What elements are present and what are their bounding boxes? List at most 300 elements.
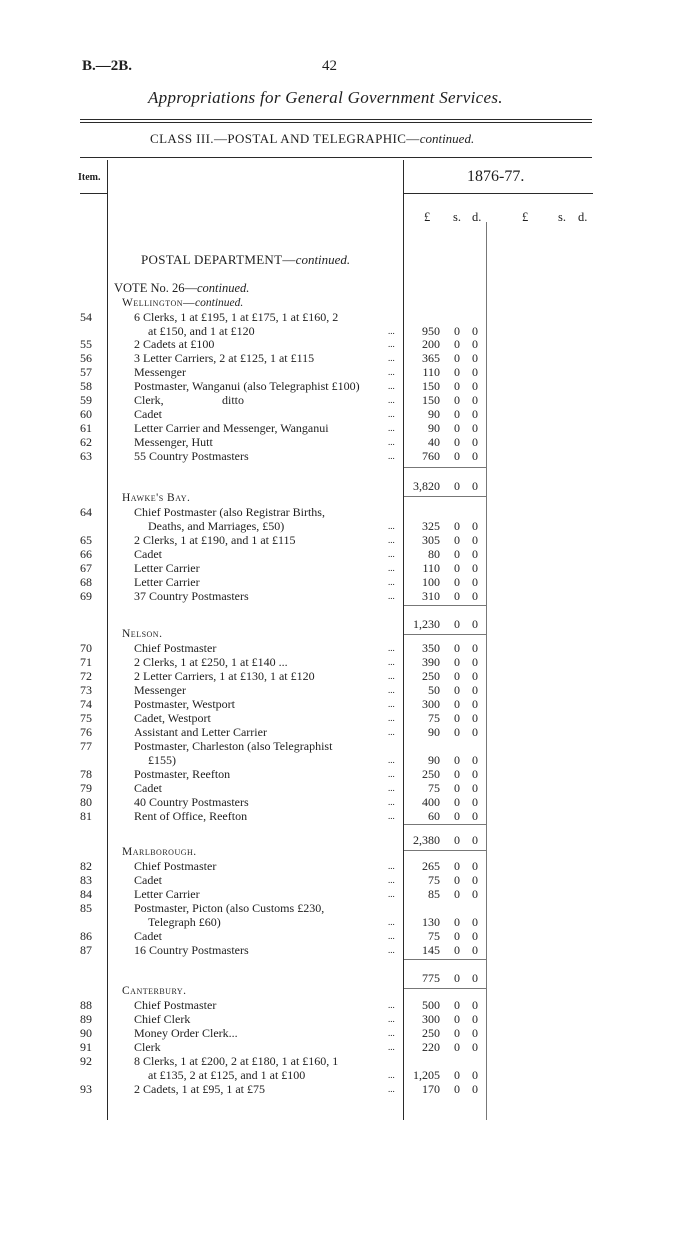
amount-pence: 0 — [472, 407, 478, 421]
item-description: Letter Carrier — [134, 575, 200, 589]
header-rule-top-2 — [80, 122, 592, 123]
amount-pounds: 90 — [428, 421, 440, 435]
subtotal-shillings: 0 — [454, 479, 460, 493]
table-row — [0, 352, 700, 365]
leader-dots: ... — [388, 643, 395, 653]
item-number: 57 — [80, 365, 92, 379]
item-number: 60 — [80, 407, 92, 421]
item-description: Chief Postmaster — [134, 998, 217, 1012]
year-column-header: 1876-77. — [467, 168, 525, 185]
table-row — [0, 590, 700, 603]
amount-pounds: 760 — [422, 449, 440, 463]
amount-shillings: 0 — [454, 1082, 460, 1096]
subtotal-shillings: 0 — [454, 833, 460, 847]
leader-dots: ... — [388, 1084, 395, 1094]
amount-shillings: 0 — [454, 887, 460, 901]
item-description: 2 Clerks, 1 at £250, 1 at £140 ... — [134, 655, 288, 669]
leader-dots: ... — [388, 783, 395, 793]
subtotal-rule — [404, 605, 486, 606]
leader-dots: ... — [388, 1070, 395, 1080]
amount-pounds: 75 — [428, 711, 440, 725]
subtotal-row — [0, 834, 700, 847]
item-number: 56 — [80, 351, 92, 365]
item-number: 65 — [80, 533, 92, 547]
leader-dots: ... — [388, 797, 395, 807]
table-row — [0, 944, 700, 957]
amount-pence: 0 — [472, 351, 478, 365]
subtotal-pounds: 775 — [422, 971, 440, 985]
amount-pence: 0 — [472, 1082, 478, 1096]
table-row — [0, 380, 700, 393]
amount-shillings: 0 — [454, 873, 460, 887]
item-description-cont: £155) — [148, 753, 176, 767]
district-label-nelson: Nelson. — [122, 628, 163, 640]
leader-dots: ... — [388, 451, 395, 461]
leader-dots: ... — [388, 917, 395, 927]
item-number: 66 — [80, 547, 92, 561]
leader-dots: ... — [388, 577, 395, 587]
subtotal-rule — [404, 959, 486, 960]
amount-pence: 0 — [472, 393, 478, 407]
item-description: Messenger — [134, 683, 186, 697]
item-description: 2 Clerks, 1 at £190, and 1 at £115 — [134, 533, 296, 547]
item-number: 68 — [80, 575, 92, 589]
table-row — [0, 534, 700, 547]
district-label-canterbury: Canterbury. — [122, 985, 187, 997]
table-row — [0, 796, 700, 809]
item-description: Clerk, — [134, 393, 164, 407]
item-description: Cadet, Westport — [134, 711, 211, 725]
item-description: 3 Letter Carriers, 2 at £125, 1 at £115 — [134, 351, 315, 365]
table-row — [0, 860, 700, 873]
table-row — [0, 1054, 700, 1082]
amount-shillings: 0 — [454, 449, 460, 463]
amount-shillings: 0 — [454, 641, 460, 655]
amount-pence: 0 — [472, 669, 478, 683]
amount-pence: 0 — [472, 589, 478, 603]
amount-shillings: 0 — [454, 547, 460, 561]
amount-pounds: 390 — [422, 655, 440, 669]
amount-pence: 0 — [472, 655, 478, 669]
amount-pence: 0 — [472, 1040, 478, 1054]
district-label-hawkes-bay: Hawke's Bay. — [122, 492, 191, 504]
subtotal-pounds: 1,230 — [413, 617, 440, 631]
item-description: Postmaster, Charleston (also Telegraphist — [134, 739, 333, 753]
item-number: 87 — [80, 943, 92, 957]
subtotal-shillings: 0 — [454, 971, 460, 985]
table-row — [0, 712, 700, 725]
item-number: 89 — [80, 1012, 92, 1026]
amount-pounds: 250 — [422, 669, 440, 683]
table-row — [0, 726, 700, 739]
amount-shillings: 0 — [454, 589, 460, 603]
subtotal-row — [0, 972, 700, 985]
item-description-cont: at £135, 2 at £125, and 1 at £100 — [148, 1068, 306, 1082]
amount-pounds: 300 — [422, 697, 440, 711]
amount-pence: 0 — [472, 1026, 478, 1040]
item-description: Postmaster, Reefton — [134, 767, 231, 781]
leader-dots: ... — [388, 811, 395, 821]
item-number: 54 — [80, 310, 92, 324]
amount-pence: 0 — [472, 1012, 478, 1026]
item-number: 77 — [80, 739, 92, 753]
amount-pence: 0 — [472, 887, 478, 901]
department-title: POSTAL DEPARTMENT—continued. — [141, 252, 351, 267]
amount-pounds: 220 — [422, 1040, 440, 1054]
leader-dots: ... — [388, 875, 395, 885]
amount-shillings: 0 — [454, 697, 460, 711]
year-underline — [403, 193, 593, 194]
amount-shillings: 0 — [454, 809, 460, 823]
item-description: 16 Country Postmasters — [134, 943, 249, 957]
subtotal-rule — [404, 824, 486, 825]
item-number: 75 — [80, 711, 92, 725]
amount-pounds: 60 — [428, 809, 440, 823]
amount-pence: 0 — [472, 711, 478, 725]
amount-pounds: 90 — [428, 407, 440, 421]
leader-dots: ... — [388, 769, 395, 779]
table-row — [0, 548, 700, 561]
amount-pounds: 250 — [422, 1026, 440, 1040]
item-number: 73 — [80, 683, 92, 697]
table-row — [0, 768, 700, 781]
class-title: CLASS III.—POSTAL AND TELEGRAPHIC—continued. — [150, 131, 475, 146]
amount-shillings: 0 — [454, 324, 460, 338]
table-row — [0, 408, 700, 421]
item-description: Postmaster, Wanganui (also Telegraphist £100) — [134, 379, 360, 393]
leader-dots: ... — [388, 685, 395, 695]
subtotal-pounds: 2,380 — [413, 833, 440, 847]
leader-dots: ... — [388, 699, 395, 709]
table-row — [0, 422, 700, 435]
pence-header-2: d. — [578, 210, 588, 224]
table-row — [0, 901, 700, 929]
leader-dots: ... — [388, 535, 395, 545]
amount-shillings: 0 — [454, 393, 460, 407]
item-description: 55 Country Postmasters — [134, 449, 249, 463]
amount-pounds: 90 — [428, 725, 440, 739]
item-description-cont: Deaths, and Marriages, £50) — [148, 519, 285, 533]
amount-shillings: 0 — [454, 1068, 460, 1082]
amount-pounds: 90 — [428, 753, 440, 767]
item-number: 90 — [80, 1026, 92, 1040]
item-number: 67 — [80, 561, 92, 575]
district-label-marlborough: Marlborough. — [122, 846, 197, 858]
table-row — [0, 642, 700, 655]
amount-pence: 0 — [472, 379, 478, 393]
amount-shillings: 0 — [454, 1026, 460, 1040]
amount-pence: 0 — [472, 547, 478, 561]
amount-pence: 0 — [472, 435, 478, 449]
item-number: 76 — [80, 725, 92, 739]
amount-pounds: 80 — [428, 547, 440, 561]
table-row — [0, 1041, 700, 1054]
item-description: 2 Cadets at £100 — [134, 337, 215, 351]
amount-shillings: 0 — [454, 767, 460, 781]
amount-pounds: 150 — [422, 379, 440, 393]
table-row — [0, 874, 700, 887]
amount-shillings: 0 — [454, 915, 460, 929]
item-number: 81 — [80, 809, 92, 823]
item-description: 6 Clerks, 1 at £195, 1 at £175, 1 at £160, 2 — [134, 310, 339, 324]
leader-dots: ... — [388, 326, 395, 336]
document-code: B.—2B. — [82, 58, 133, 74]
table-row — [0, 684, 700, 697]
item-underline — [80, 193, 107, 194]
amount-shillings: 0 — [454, 561, 460, 575]
item-description: Letter Carrier — [134, 561, 200, 575]
item-description: Postmaster, Westport — [134, 697, 235, 711]
district-label-wellington: Wellington—continued. — [122, 297, 244, 309]
subtotal-pence: 0 — [472, 617, 478, 631]
amount-pence: 0 — [472, 1068, 478, 1082]
vote-title: VOTE No. 26—continued. — [114, 281, 250, 295]
item-number: 62 — [80, 435, 92, 449]
item-description: Messenger — [134, 365, 186, 379]
amount-shillings: 0 — [454, 365, 460, 379]
district-label-suffix: continued. — [195, 297, 244, 309]
amount-pence: 0 — [472, 365, 478, 379]
table-row — [0, 782, 700, 795]
amount-pounds: 310 — [422, 589, 440, 603]
pound-header: £ — [424, 210, 431, 224]
amount-pounds: 250 — [422, 767, 440, 781]
item-number: 72 — [80, 669, 92, 683]
leader-dots: ... — [388, 437, 395, 447]
amount-shillings: 0 — [454, 943, 460, 957]
table-row — [0, 450, 700, 463]
amount-pounds: 170 — [422, 1082, 440, 1096]
pound-header-2: £ — [522, 210, 529, 224]
amount-pence: 0 — [472, 943, 478, 957]
table-row — [0, 698, 700, 711]
item-description: 37 Country Postmasters — [134, 589, 249, 603]
pence-header: d. — [472, 210, 482, 224]
table-row — [0, 505, 700, 533]
subtotal-rule-bottom — [404, 850, 486, 851]
amount-shillings: 0 — [454, 753, 460, 767]
amount-pence: 0 — [472, 533, 478, 547]
leader-dots: ... — [388, 381, 395, 391]
leader-dots: ... — [388, 549, 395, 559]
amount-pence: 0 — [472, 575, 478, 589]
item-number: 70 — [80, 641, 92, 655]
item-description: Clerk — [134, 1040, 161, 1054]
item-description: 2 Cadets, 1 at £95, 1 at £75 — [134, 1082, 265, 1096]
leader-dots: ... — [388, 591, 395, 601]
amount-pence: 0 — [472, 519, 478, 533]
amount-pence: 0 — [472, 781, 478, 795]
leader-dots: ... — [388, 563, 395, 573]
amount-shillings: 0 — [454, 683, 460, 697]
amount-pounds: 500 — [422, 998, 440, 1012]
item-number: 74 — [80, 697, 92, 711]
leader-dots: ... — [388, 367, 395, 377]
table-row — [0, 1013, 700, 1026]
item-number: 61 — [80, 421, 92, 435]
table-row — [0, 562, 700, 575]
amount-shillings: 0 — [454, 725, 460, 739]
item-number: 86 — [80, 929, 92, 943]
table-row — [0, 310, 700, 338]
amount-pounds: 130 — [422, 915, 440, 929]
amount-pounds: 50 — [428, 683, 440, 697]
leader-dots: ... — [388, 657, 395, 667]
amount-shillings: 0 — [454, 1040, 460, 1054]
item-number: 80 — [80, 795, 92, 809]
amount-pence: 0 — [472, 324, 478, 338]
amount-pence: 0 — [472, 697, 478, 711]
shilling-header-2: s. — [558, 210, 566, 224]
item-description: Cadet — [134, 873, 162, 887]
ditto-mark: ditto — [222, 393, 245, 407]
shilling-header: s. — [453, 210, 461, 224]
item-number: 83 — [80, 873, 92, 887]
item-description-cont: Telegraph £60) — [148, 915, 221, 929]
subtotal-pence: 0 — [472, 971, 478, 985]
amount-pence: 0 — [472, 873, 478, 887]
amount-shillings: 0 — [454, 998, 460, 1012]
subtotal-row — [0, 618, 700, 631]
amount-pounds: 75 — [428, 929, 440, 943]
amount-pounds: 110 — [422, 365, 440, 379]
leader-dots: ... — [388, 423, 395, 433]
item-description-cont: at £150, and 1 at £120 — [148, 324, 255, 338]
amount-pence: 0 — [472, 561, 478, 575]
amount-pence: 0 — [472, 915, 478, 929]
leader-dots: ... — [388, 861, 395, 871]
leader-dots: ... — [388, 727, 395, 737]
item-number: 78 — [80, 767, 92, 781]
item-number: 85 — [80, 901, 92, 915]
subtotal-rule-bottom — [404, 634, 486, 635]
amount-shillings: 0 — [454, 929, 460, 943]
amount-pounds: 400 — [422, 795, 440, 809]
amount-pence: 0 — [472, 795, 478, 809]
item-description: 2 Letter Carriers, 1 at £130, 1 at £120 — [134, 669, 315, 683]
table-row — [0, 366, 700, 379]
header-rule-top — [80, 119, 592, 120]
table-row — [0, 1083, 700, 1096]
amount-pence: 0 — [472, 753, 478, 767]
subtotal-pounds: 3,820 — [413, 479, 440, 493]
leader-dots: ... — [388, 1014, 395, 1024]
subtotal-row — [0, 480, 700, 493]
amount-pounds: 200 — [422, 337, 440, 351]
table-row — [0, 576, 700, 589]
leader-dots: ... — [388, 755, 395, 765]
table-row — [0, 670, 700, 683]
amount-pounds: 100 — [422, 575, 440, 589]
table-row — [0, 436, 700, 449]
amount-shillings: 0 — [454, 859, 460, 873]
item-column-header: Item. — [78, 172, 101, 183]
table-row — [0, 656, 700, 669]
item-number: 88 — [80, 998, 92, 1012]
item-number: 69 — [80, 589, 92, 603]
amount-pounds: 75 — [428, 873, 440, 887]
amount-pounds: 265 — [422, 859, 440, 873]
table-row — [0, 1027, 700, 1040]
item-number: 91 — [80, 1040, 92, 1054]
amount-shillings: 0 — [454, 711, 460, 725]
amount-shillings: 0 — [454, 781, 460, 795]
table-row — [0, 888, 700, 901]
item-description: Chief Clerk — [134, 1012, 191, 1026]
amount-shillings: 0 — [454, 1012, 460, 1026]
subtotal-rule — [404, 467, 486, 468]
amount-pounds: 300 — [422, 1012, 440, 1026]
amount-shillings: 0 — [454, 351, 460, 365]
item-number: 71 — [80, 655, 92, 669]
item-description: Cadet — [134, 781, 162, 795]
amount-pounds: 305 — [422, 533, 440, 547]
leader-dots: ... — [388, 945, 395, 955]
item-number: 79 — [80, 781, 92, 795]
item-number: 59 — [80, 393, 92, 407]
table-row — [0, 739, 700, 767]
leader-dots: ... — [388, 713, 395, 723]
leader-dots: ... — [388, 671, 395, 681]
item-description: Chief Postmaster (also Registrar Births, — [134, 505, 325, 519]
item-description: Letter Carrier — [134, 887, 200, 901]
amount-pence: 0 — [472, 725, 478, 739]
amount-shillings: 0 — [454, 655, 460, 669]
item-description: 40 Country Postmasters — [134, 795, 249, 809]
amount-pounds: 40 — [428, 435, 440, 449]
item-number: 93 — [80, 1082, 92, 1096]
table-row — [0, 338, 700, 351]
amount-shillings: 0 — [454, 337, 460, 351]
subtotal-pence: 0 — [472, 479, 478, 493]
amount-shillings: 0 — [454, 533, 460, 547]
item-description: Messenger, Hutt — [134, 435, 213, 449]
subtotal-rule-bottom — [404, 988, 486, 989]
leader-dots: ... — [388, 353, 395, 363]
item-number: 82 — [80, 859, 92, 873]
amount-pence: 0 — [472, 641, 478, 655]
subtotal-pence: 0 — [472, 833, 478, 847]
item-number: 64 — [80, 505, 92, 519]
leader-dots: ... — [388, 931, 395, 941]
amount-shillings: 0 — [454, 435, 460, 449]
amount-shillings: 0 — [454, 421, 460, 435]
amount-pounds: 350 — [422, 641, 440, 655]
leader-dots: ... — [388, 889, 395, 899]
item-description: Cadet — [134, 929, 162, 943]
item-number: 58 — [80, 379, 92, 393]
subtotal-shillings: 0 — [454, 617, 460, 631]
page-number: 42 — [322, 58, 337, 74]
leader-dots: ... — [388, 395, 395, 405]
amount-shillings: 0 — [454, 379, 460, 393]
item-number: 55 — [80, 337, 92, 351]
amount-pounds: 145 — [422, 943, 440, 957]
page-title: Appropriations for General Government Services. — [148, 88, 503, 107]
amount-shillings: 0 — [454, 575, 460, 589]
item-number: 92 — [80, 1054, 92, 1068]
item-number: 84 — [80, 887, 92, 901]
table-row — [0, 930, 700, 943]
amount-pence: 0 — [472, 337, 478, 351]
amount-pounds: 150 — [422, 393, 440, 407]
leader-dots: ... — [388, 1028, 395, 1038]
class-rule — [80, 157, 592, 158]
amount-pounds: 950 — [422, 324, 440, 338]
leader-dots: ... — [388, 1000, 395, 1010]
table-row — [0, 999, 700, 1012]
amount-pence: 0 — [472, 998, 478, 1012]
